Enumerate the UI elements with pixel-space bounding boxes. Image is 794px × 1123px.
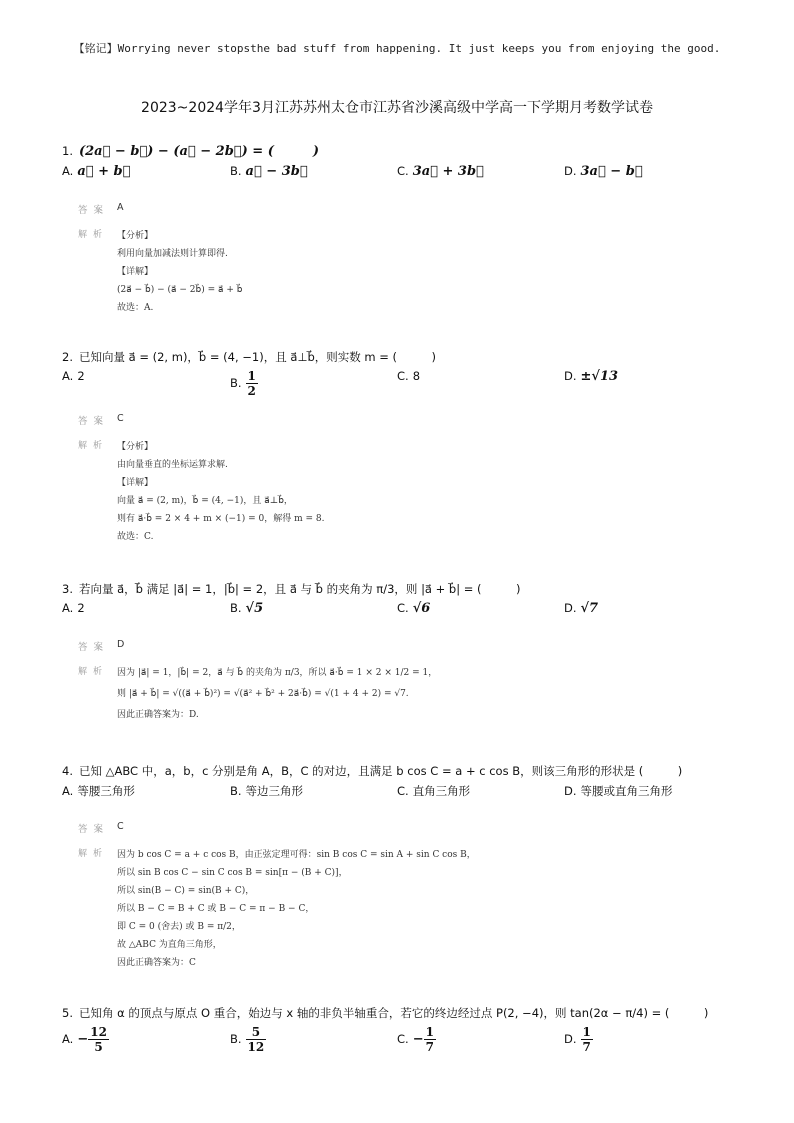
answer-row [62, 821, 742, 835]
solution-block [62, 846, 742, 972]
options [62, 1025, 742, 1061]
solution-line: 【分析】 [117, 442, 154, 452]
solution-line: 故 △ABC 为直角三角形， [117, 940, 222, 950]
solution-line: 【详解】 [117, 267, 154, 277]
solution-line: 所以 sin(B − C) = sin(B + C)， [117, 886, 255, 896]
analysis-label: 解析 [78, 441, 109, 451]
solution-line: 【分析】 [117, 231, 154, 241]
answer-label: 答案 [78, 642, 110, 653]
option-b[interactable]: B. $\frac{5}{12}$ [230, 1025, 265, 1054]
question-stem [62, 142, 742, 161]
option-d[interactable]: D. 3a⃗ − b⃗ [564, 164, 643, 179]
solution-block [62, 664, 742, 724]
question-text: (2a⃗ − b⃗) − (a⃗ − 2b⃗) = ( ) [78, 144, 319, 159]
option-d[interactable]: D. √7 [564, 601, 599, 616]
solution-line: 因为 |a⃗| = 1，|b⃗| = 2，a⃗ 与 b⃗ 的夹角为 π/3，所以 a⃗·b⃗ = 1 × 2 × 1/2 = 1， [117, 668, 438, 678]
answer-row [62, 202, 742, 216]
answer-value: C [117, 821, 124, 832]
option-c[interactable]: C. √6 [397, 601, 431, 616]
option-b[interactable]: B. a⃗ − 3b⃗ [230, 164, 308, 179]
solution-line: 所以 B − C = B + C 或 B − C = π − B − C， [117, 904, 315, 914]
solution-line: 【详解】 [117, 478, 154, 488]
question-text: 已知向量 a⃗ = (2, m)，b⃗ = (4, −1)，且 a⃗⊥b⃗，则实数 m = ( ) [78, 350, 437, 364]
solution-line: 因此正确答案为：D. [117, 710, 199, 720]
option-b[interactable]: B. √5 [230, 601, 264, 616]
options [62, 783, 742, 807]
analysis-label: 解析 [78, 230, 109, 240]
solution-line: 因为 b cos C = a + c cos B，由正弦定理可得：sin B cos C = sin A + sin C cos B， [117, 850, 476, 860]
solution-line: 向量 a⃗ = (2, m)，b⃗ = (4, −1)，且 a⃗⊥b⃗， [117, 496, 293, 506]
option-c[interactable]: C. 直角三角形 [397, 784, 471, 798]
option-b[interactable]: B. $\frac{1}{2}$ [230, 369, 256, 398]
answer-label: 答案 [78, 205, 110, 216]
option-d[interactable]: D. $\frac{1}{7}$ [564, 1025, 591, 1054]
question-1 [62, 142, 742, 317]
question-stem [62, 762, 742, 780]
analysis-label: 解析 [78, 667, 109, 677]
question-5 [62, 1004, 742, 1061]
solution-line: 故选：C. [117, 532, 154, 542]
solution-line: 则有 a⃗·b⃗ = 2 × 4 + m × (−1) = 0，解得 m = 8. [117, 514, 325, 524]
page-title: 2023~2024学年3月江苏苏州太仓市江苏省沙溪高级中学高一下学期月考数学试卷 [141, 100, 653, 116]
option-c[interactable]: C. − $\frac{1}{7}$ [397, 1025, 434, 1054]
answer-value: C [117, 413, 124, 424]
question-number: 2. [62, 350, 73, 364]
question-stem [62, 348, 742, 366]
question-number: 4. [62, 764, 73, 778]
question-text: 已知 △ABC 中，a，b，c 分别是角 A，B，C 的对边，且满足 b cos C = a + c cos B，则该三角形的形状是 ( ) [78, 764, 683, 778]
solution-block [62, 438, 742, 546]
options [62, 369, 742, 399]
option-c[interactable]: C. 3a⃗ + 3b⃗ [397, 164, 484, 179]
question-text: 若向量 a⃗，b⃗ 满足 |a⃗| = 1，|b⃗| = 2，且 a⃗ 与 b⃗ 的夹角为 π/3，则 |a⃗ + b⃗| = ( ) [78, 582, 521, 596]
option-c[interactable]: C. 8 [397, 369, 421, 383]
option-a[interactable]: A. a⃗ + b⃗ [62, 164, 131, 179]
solution-line: 所以 sin B cos C − sin C cos B = sin[π − (B + C)]， [117, 868, 348, 878]
options [62, 601, 742, 625]
answer-value: A [117, 202, 124, 213]
answer-row [62, 413, 742, 427]
motto: 【铭记】Worrying never stopsthe bad stuff from happening. It just keeps you from enjoying the good. [73, 42, 721, 55]
question-number: 1. [62, 144, 73, 158]
solution-line: (2a⃗ − b⃗) − (a⃗ − 2b⃗) = a⃗ + b⃗ [117, 285, 243, 295]
solution-block [62, 227, 742, 317]
answer-label: 答案 [78, 824, 110, 835]
options [62, 164, 742, 188]
option-b[interactable]: B. 等边三角形 [230, 784, 304, 798]
question-text: 已知角 α 的顶点与原点 O 重合，始边与 x 轴的非负半轴重合，若它的终边经过点 P(2, −4)，则 tan(2α − π/4) = ( ) [78, 1006, 709, 1020]
answer-row [62, 639, 742, 653]
option-d[interactable]: D. ±√13 [564, 369, 619, 384]
solution-line: 则 |a⃗ + b⃗| = √((a⃗ + b⃗)²) = √(a⃗² + b⃗² + 2a⃗·b⃗) = √(1 + 4 + 2) = √7. [117, 689, 409, 699]
question-4 [62, 762, 742, 972]
solution-line: 故选：A. [117, 303, 154, 313]
answer-value: D [117, 639, 125, 650]
solution-line: 由向量垂直的坐标运算求解. [117, 460, 228, 470]
question-2 [62, 348, 742, 546]
question-3 [62, 580, 742, 724]
option-a[interactable]: A. 2 [62, 369, 85, 383]
question-stem [62, 1004, 742, 1022]
option-a[interactable]: A. 2 [62, 601, 85, 615]
option-a[interactable]: A. 等腰三角形 [62, 784, 135, 798]
solution-line: 利用向量加减法则计算即得. [117, 249, 228, 259]
option-d[interactable]: D. 等腰或直角三角形 [564, 784, 673, 798]
question-number: 3. [62, 582, 73, 596]
analysis-label: 解析 [78, 849, 109, 859]
option-a[interactable]: A. − $\frac{12}{5}$ [62, 1025, 107, 1054]
answer-label: 答案 [78, 416, 110, 427]
question-stem [62, 580, 742, 598]
question-number: 5. [62, 1006, 73, 1020]
solution-line: 因此正确答案为：C [117, 958, 196, 968]
solution-line: 即 C = 0 (舍去) 或 B = π/2， [117, 922, 241, 932]
